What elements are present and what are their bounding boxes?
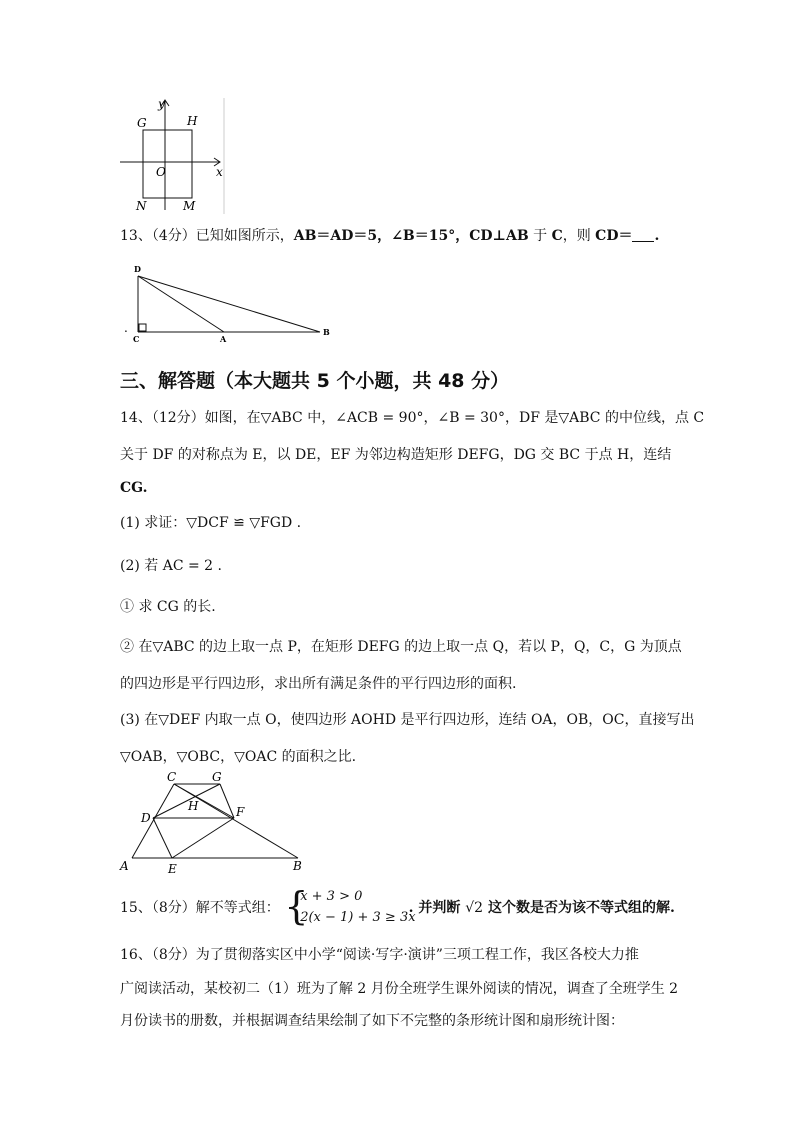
label-h: H [188, 799, 199, 813]
left-brace: { [284, 884, 309, 928]
label-g: G [137, 116, 147, 130]
label-e: E [168, 862, 177, 876]
sqrt-2: √2 [465, 900, 484, 916]
q16-line1: 16、（8分）为了贯彻落实区中小学“阅读·写字·演讲”三项工程工作，我区各校大力推 [120, 947, 639, 963]
q14-part2b-line1: ② 在▽ABC 的边上取一点 P，在矩形 DEFG 的边上取一点 Q，若以 P，Q，C，G 为顶点 [120, 639, 682, 655]
label-o: O [156, 165, 166, 179]
label-c: C [133, 334, 140, 344]
q15-prefix: 15、（8分）解不等式组： [120, 900, 280, 916]
x-axis-label: x [216, 165, 223, 179]
question-13 [120, 226, 659, 246]
label-d: D [134, 264, 141, 274]
q14-part2a: ① 求 CG 的长. [120, 599, 216, 615]
label-b: B [323, 327, 330, 337]
q13-prefix: 13、（4分）已知如图所示， [120, 228, 294, 244]
label-a: A [120, 859, 129, 873]
label-dot: . [124, 321, 128, 335]
q13-c: C [551, 228, 563, 244]
label-b: B [293, 859, 302, 873]
label-f: F [236, 805, 245, 819]
q14-part3-line1: (3) 在▽DEF 内取一点 O，使四边形 AOHD 是平行四边形，连结 OA，OB，OC，直接写出 [120, 712, 695, 728]
triangle-figure-14 [116, 766, 312, 878]
question-15 [120, 886, 675, 930]
q15-suffix1: . 并判断 [408, 900, 466, 916]
q14-line2: 关于 DF 的对称点为 E，以 DE，EF 为邻边构造矩形 DEFG，DG 交 BC 于点 H，连结 [120, 447, 672, 463]
q13-cond3: CD⊥AB [469, 228, 529, 244]
q13-cond1: AB＝AD＝5， [293, 228, 392, 244]
q13-then: ，则 [562, 228, 596, 244]
q14-line1: 14、（12分）如图，在▽ABC 中，∠ACB = 90°，∠B = 30°，DF 是▽ABC 的中位线，点 C [120, 410, 705, 426]
q14-line3: CG. [120, 480, 148, 496]
section-heading: 三、解答题（本大题共 5 个小题，共 48 分） [120, 370, 510, 392]
q13-cd: CD＝ [595, 228, 633, 244]
q16-line3: 月份读书的册数，并根据调查结果绘制了如下不完整的条形统计图和扇形统计图： [120, 1013, 624, 1029]
y-axis-label: y [158, 97, 165, 111]
answer-blank [632, 227, 654, 242]
q13-mid: 于 [528, 228, 552, 244]
label-h: H [187, 114, 198, 128]
q13-cond2: ∠B＝15°， [391, 228, 470, 244]
label-n: N [136, 199, 147, 213]
q14-part1: (1) 求证：▽DCF ≌ ▽FGD . [120, 515, 302, 531]
label-d: D [141, 811, 151, 825]
q14-part2b-line2: 的四边形是平行四边形，求出所有满足条件的平行四边形的面积. [120, 676, 517, 692]
q15-suffix2: 这个数是否为该不等式组的解. [483, 900, 675, 916]
label-a: A [220, 334, 227, 344]
inequality-2: 2(x − 1) + 3 ≥ 3x [300, 910, 416, 925]
coordinate-figure [116, 96, 228, 216]
triangle-figure-13 [120, 262, 340, 346]
label-g: G [212, 770, 222, 784]
label-c: C [167, 770, 177, 784]
inequality-1: x + 3 > 0 [300, 889, 363, 904]
inequality-system [284, 884, 416, 928]
q14-part2: (2) 若 AC = 2 . [120, 558, 222, 574]
q14-part3-line2: ▽OAB，▽OBC，▽OAC 的面积之比. [120, 749, 357, 765]
q16-line2: 广阅读活动，某校初二（1）班为了解 2 月份全班学生课外阅读的情况，调查了全班学生 2 [120, 981, 679, 997]
label-m: M [183, 199, 196, 213]
q13-end: . [654, 228, 660, 244]
